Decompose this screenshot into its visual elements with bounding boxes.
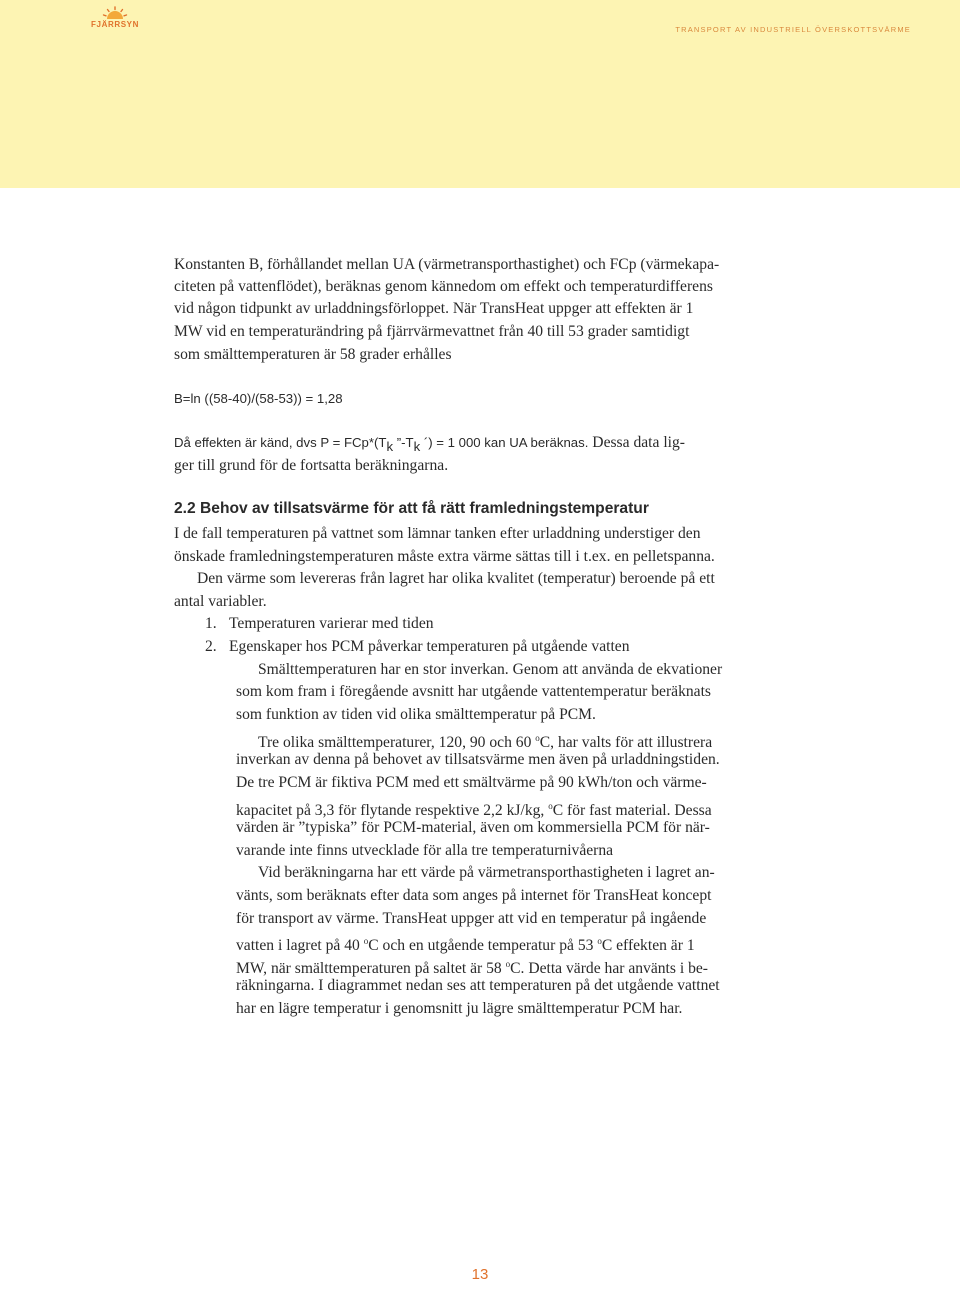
power-sub-k1: k	[386, 439, 394, 455]
power-mid: ”-T	[393, 435, 414, 450]
list-item	[205, 613, 434, 636]
section-intro-line: önskade framledningstemperaturen måste extra värme sättas till i t.ex. en pelletspanna.	[174, 548, 715, 565]
text-run: C. Detta värde har använts i be-	[510, 960, 709, 978]
page-number: 13	[471, 1266, 489, 1283]
degree-sup: o	[548, 801, 553, 811]
block-b-line: värden är ”typiska” för PCM-material, även om kommersiella PCM för när-	[236, 819, 710, 836]
section-para2-line: antal variabler.	[174, 593, 267, 610]
block-c-line: Vid beräkningarna har ett värde på värmetransporthastigheten i lagret an-	[258, 864, 715, 881]
block-c-line: vänts, som beräknats efter data som anges på internet för TransHeat koncept	[236, 887, 712, 904]
intro-line: Konstanten B, förhållandet mellan UA (värmetransporthastighet) och FCp (värmekapa-	[174, 256, 720, 273]
section-intro-line: I de fall temperaturen på vattnet som lämnar tanken efter urladdning understiger den	[174, 525, 701, 542]
logo-text: FJÄRRSYN	[91, 20, 139, 29]
list-text: Egenskaper hos PCM påverkar temperaturen på utgående vatten	[229, 638, 630, 655]
text-run: Tre olika smälttemperaturer, 120, 90 och 60	[258, 734, 536, 752]
header-band	[0, 0, 960, 188]
degree-sup: o	[505, 959, 511, 969]
intro-line: som smälttemperaturen är 58 grader erhålles	[174, 346, 452, 363]
block-c-line: har en lägre temperatur i genomsnitt ju lägre smälttemperatur PCM har.	[236, 1000, 683, 1017]
fjarrsyn-logo	[89, 6, 141, 36]
degree-sup: o	[597, 936, 602, 946]
list-item	[205, 636, 630, 659]
power-end-serif: Dessa data lig-	[588, 434, 685, 451]
sun-icon	[102, 6, 128, 20]
block-b-line: inverkan av denna på behovet av tillsatsvärme men även på urladdningstiden.	[236, 751, 720, 768]
list-text: Temperaturen varierar med tiden	[229, 615, 434, 632]
power-end: ´) = 1 000 kan UA beräknas.	[420, 435, 589, 450]
block-c-line: för transport av värme. TransHeat uppger att vid en temperatur på ingående	[236, 910, 707, 927]
power-sub-k2: k	[413, 439, 421, 455]
text-run: MW, när smälttemperaturen på saltet är 58	[236, 960, 506, 978]
power-start: Då effekten är känd, dvs P = FCp*(T	[174, 435, 387, 450]
list-number: 2.	[205, 638, 217, 655]
text-run: C för fast material. Dessa	[552, 802, 712, 820]
text-run: C och en utgående temperatur på 53	[368, 937, 598, 955]
formula: B=ln ((58-40)/(58-53)) = 1,28	[174, 391, 343, 406]
running-head: TRANSPORT AV INDUSTRIELL ÖVERSKOTTSVÄRME	[675, 25, 911, 34]
block-b-line: De tre PCM är fiktiva PCM med ett smältvärme på 90 kWh/ton och värme-	[236, 774, 707, 791]
section-heading: 2.2 Behov av tillsatsvärme för att få rätt framledningstemperatur	[174, 500, 649, 517]
block-c-line: räkningarna. I diagrammet nedan ses att temperaturen på det utgående vattnet	[236, 977, 720, 994]
power-line-2: ger till grund för de fortsatta beräkningarna.	[174, 457, 449, 474]
degree-sup: o	[363, 936, 369, 946]
intro-line: vid någon tidpunkt av urladdningsförloppet. När TransHeat uppger att effekten är 1	[174, 300, 694, 317]
section-para2-line: Den värme som levereras från lagret har olika kvalitet (temperatur) beroende på ett	[197, 570, 715, 587]
list-number: 1.	[205, 615, 217, 632]
text-run: C effekten är 1	[601, 937, 695, 955]
block-a-line: som funktion av tiden vid olika smälttemperatur på PCM.	[236, 706, 596, 723]
intro-line: citeten på vattenflödet), beräknas genom kännedom om effekt och temperaturdifferens	[174, 278, 713, 295]
block-b-line: varande inte finns utvecklade för alla tre temperaturnivåerna	[236, 842, 614, 859]
block-a-line: som kom fram i föregående avsnitt har utgående vattentemperatur beräknats	[236, 683, 711, 700]
degree-sup: o	[535, 733, 540, 743]
text-run: C, har valts för att illustrera	[539, 734, 713, 752]
text-run: vatten i lagret på 40	[236, 937, 364, 955]
intro-line: MW vid en temperaturändring på fjärrvärmevattnet från 40 till 53 grader samtidigt	[174, 323, 690, 340]
block-a-line: Smälttemperaturen har en stor inverkan. Genom att använda de ekvationer	[258, 661, 723, 678]
text-run: kapacitet på 3,3 för flytande respektive 2,2 kJ/kg,	[236, 802, 549, 820]
